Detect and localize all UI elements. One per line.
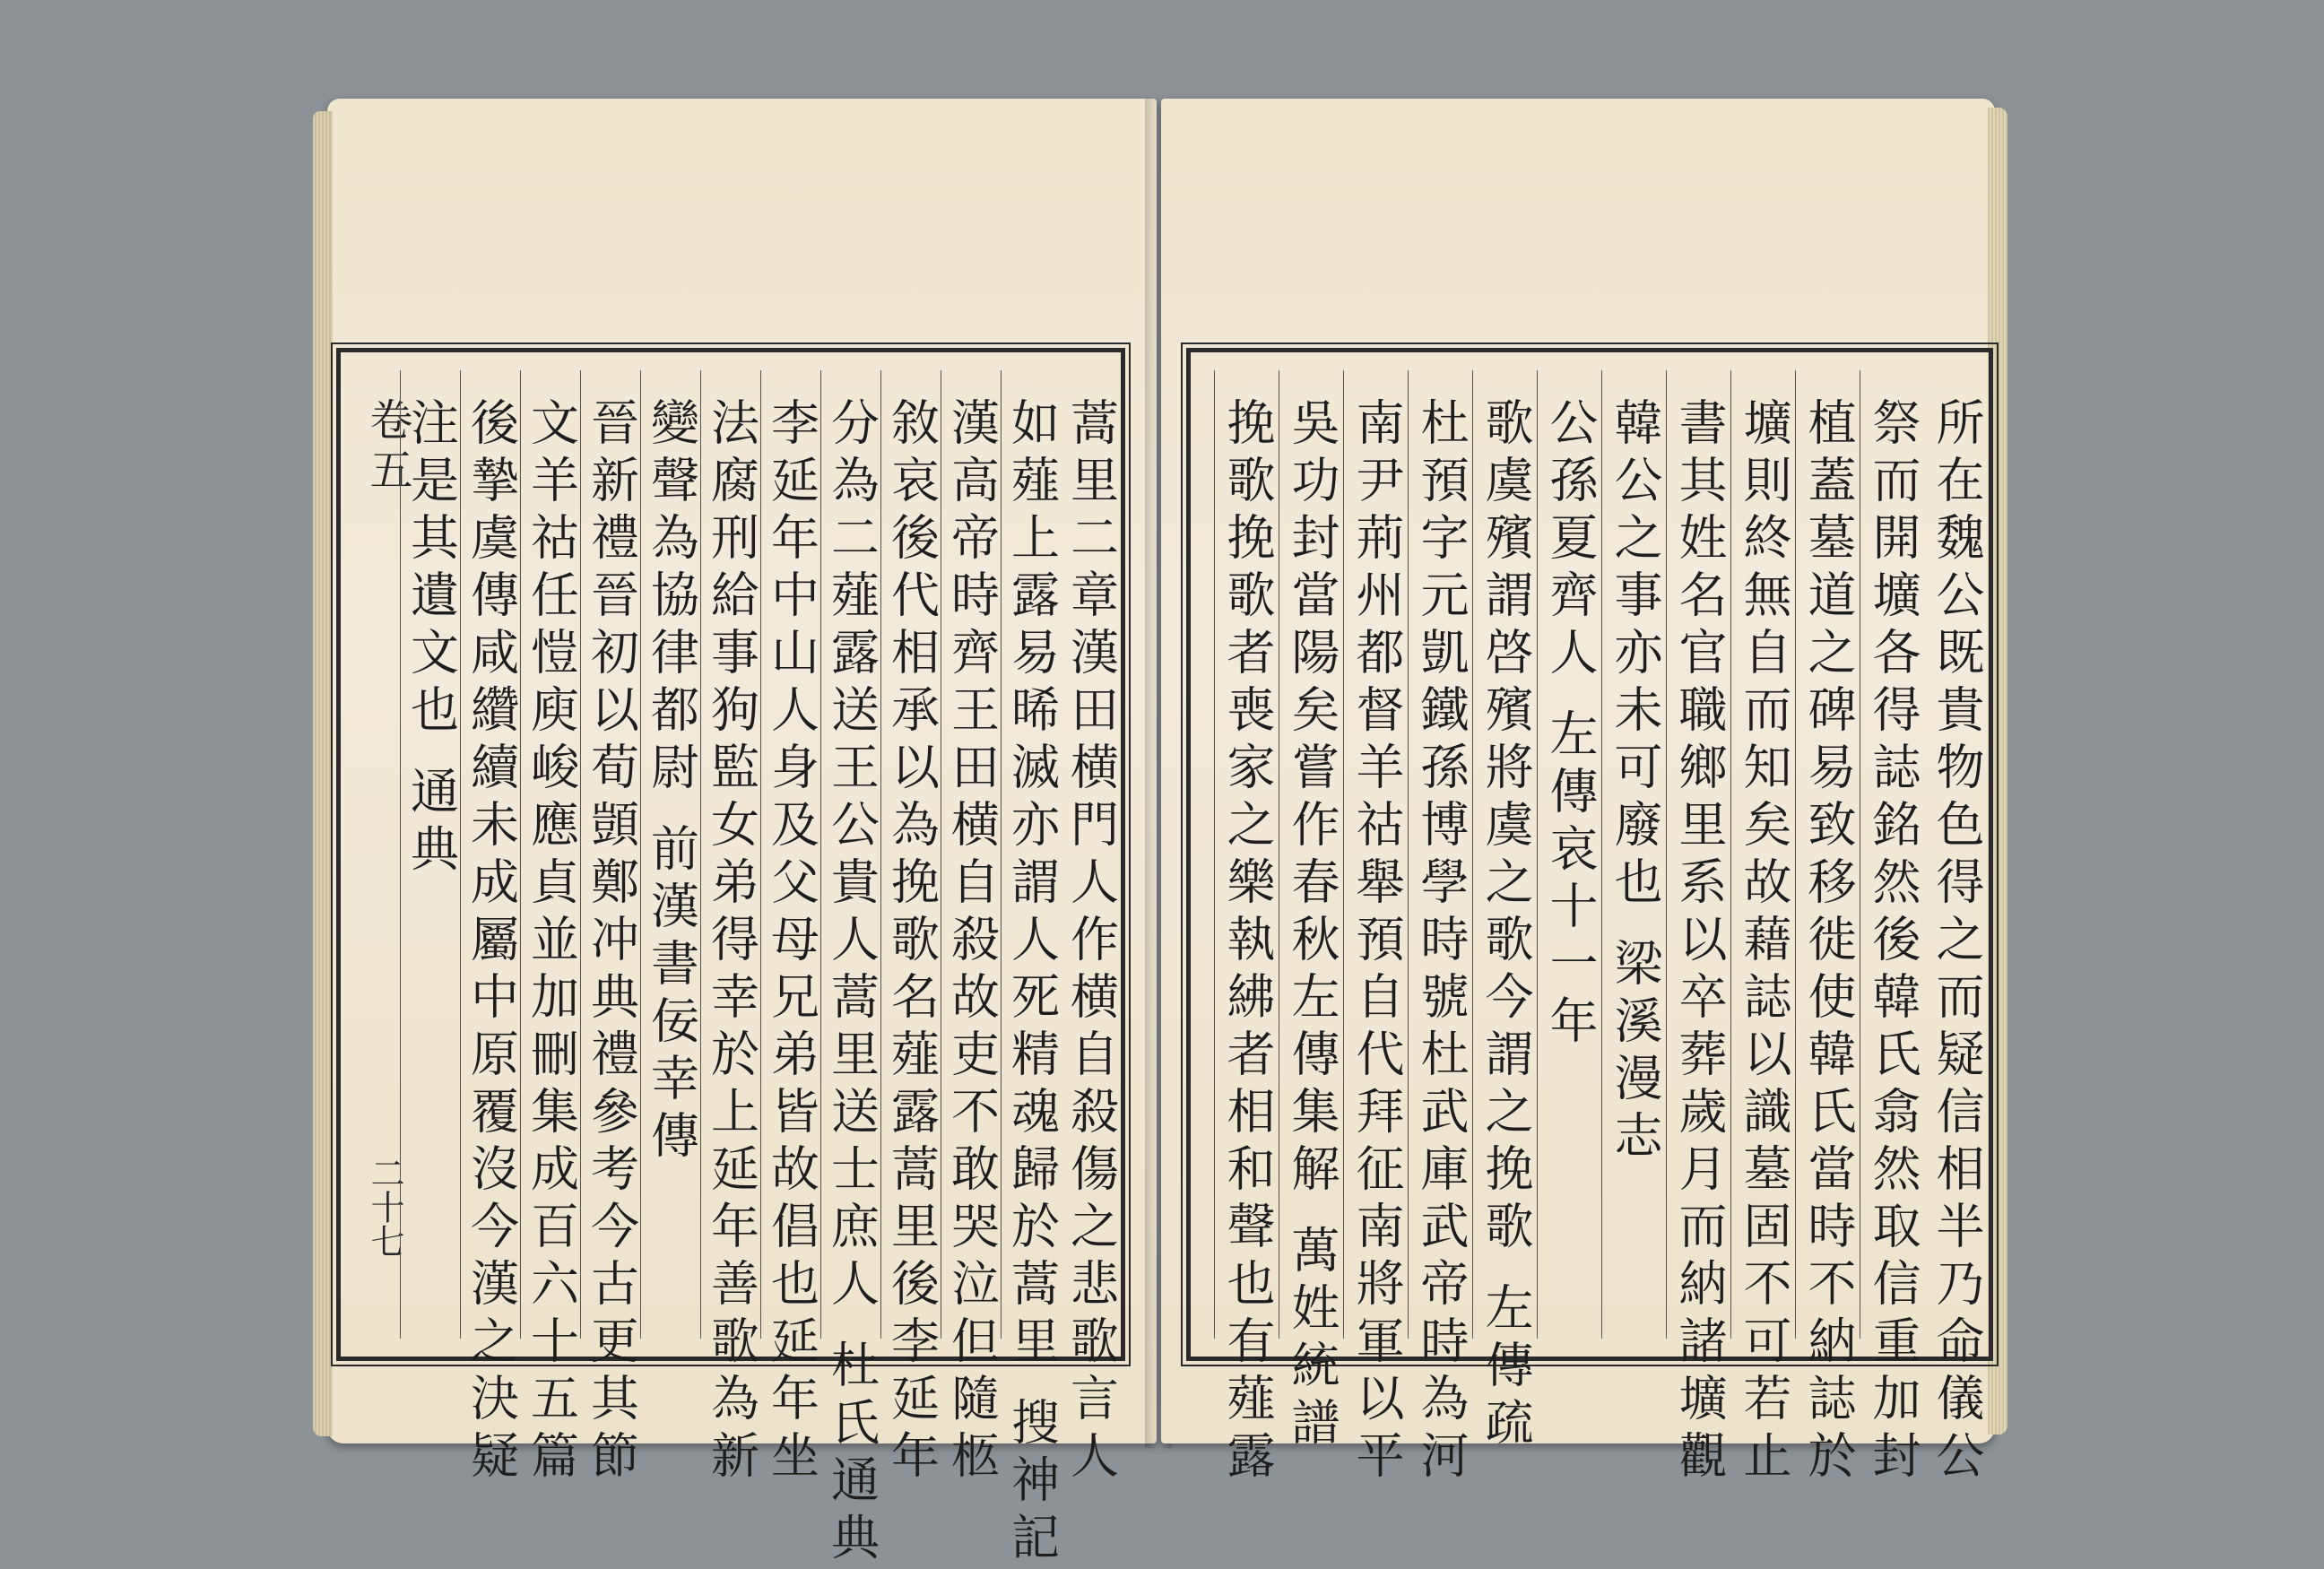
text-column bbox=[1601, 370, 1667, 1339]
text-column bbox=[1730, 370, 1796, 1487]
column-text: 分為二薤露送王公貴人蒿里送士庶人 杜氏通典 bbox=[823, 397, 880, 1569]
page-number: 二十七 bbox=[365, 1156, 404, 1258]
text-column bbox=[1279, 370, 1344, 1455]
column-text: 文羊祜任愷庾峻應貞並加刪集成百六十五篇 bbox=[523, 397, 580, 1487]
text-column bbox=[640, 370, 701, 1339]
column-text: 公孫夏齊人 左傳哀十一年 bbox=[1542, 397, 1599, 1053]
column-text: 挽歌挽歌者喪家之樂執紼者相和聲也有薤露 bbox=[1219, 397, 1276, 1487]
text-column bbox=[460, 370, 521, 1487]
column-text: 漢高帝時齊王田横自殺故吏不敢哭泣但隨柩 bbox=[943, 397, 1001, 1487]
column-text: 如薤上露易晞滅亦謂人死精魂歸於蒿里 搜神記 bbox=[1003, 397, 1061, 1569]
column-text: 歌虞殯謂啓殯將虞之歌今謂之挽歌 左傳疏 bbox=[1478, 397, 1534, 1455]
text-column bbox=[1408, 370, 1473, 1487]
open-book bbox=[327, 99, 1995, 1569]
text-column bbox=[1343, 370, 1409, 1487]
text-column bbox=[580, 370, 641, 1487]
column-text: 吳功封當陽矣嘗作春秋左傳集解 萬姓統譜 bbox=[1284, 397, 1340, 1455]
column-text: 後摯虞傳咸纘續未成屬中原覆沒今漢之決疑 bbox=[463, 397, 520, 1487]
text-column bbox=[760, 370, 821, 1487]
text-column bbox=[1795, 370, 1860, 1487]
text-column bbox=[400, 370, 461, 1339]
column-text: 杜預字元凱鐵孫博學時號杜武庫武帝時為河 bbox=[1413, 397, 1470, 1487]
text-column bbox=[1061, 370, 1121, 1487]
left-text-frame bbox=[336, 348, 1125, 1569]
text-column bbox=[1472, 370, 1538, 1455]
text-column bbox=[1537, 370, 1602, 1339]
right-text-frame bbox=[1186, 348, 1993, 1487]
column-text: 法腐刑給事狗監女弟得幸於上延年善歌為新 bbox=[703, 397, 760, 1487]
text-column bbox=[1924, 370, 1989, 1487]
right-page bbox=[1161, 99, 1995, 1487]
column-text: 晉新禮晉初以荀顗鄭冲典禮參考今古更其節 bbox=[583, 397, 640, 1487]
text-column bbox=[880, 370, 941, 1487]
column-text: 植蓋墓道之碑易致移徙使韓氏當時不納誌於 bbox=[1800, 397, 1857, 1487]
left-page bbox=[327, 99, 1157, 1569]
column-text: 書其姓名官職鄉里系以卒葬歲月而納諸壙觀 bbox=[1671, 397, 1728, 1487]
text-column bbox=[820, 370, 881, 1569]
column-text: 李延年中山人身及父母兄弟皆故倡也延年坐 bbox=[763, 397, 820, 1487]
text-column bbox=[1214, 370, 1279, 1487]
text-column bbox=[1666, 370, 1731, 1487]
column-text: 所在魏公既貴物色得之而疑信相半乃命儀公 bbox=[1929, 397, 1985, 1487]
column-text: 蒿里二章漢田横門人作横自殺傷之悲歌言人 bbox=[1062, 397, 1120, 1487]
column-text: 注是其遺文也 通典 bbox=[403, 397, 460, 881]
column-text: 祭而開壙各得誌銘然後韓氏翕然取信重加封 bbox=[1865, 397, 1921, 1487]
column-text: 壙則終無自而知矣故藉誌以識墓固不可若止 bbox=[1736, 397, 1792, 1487]
text-column bbox=[520, 370, 581, 1487]
column-text: 南尹荊州都督羊祜舉預自代拜征南將軍以平 bbox=[1348, 397, 1405, 1487]
column-text: 韓公之事亦未可廢也 梁溪漫志 bbox=[1607, 397, 1663, 1168]
juan-label: 卷五 bbox=[362, 397, 412, 498]
column-text: 變聲為協律都尉 前漢書佞幸傳 bbox=[643, 397, 700, 1168]
column-text: 敘哀後代相承以為挽歌名薤露蒿里後李延年 bbox=[883, 397, 941, 1487]
text-column bbox=[1001, 370, 1062, 1569]
text-column bbox=[941, 370, 1002, 1487]
text-column bbox=[700, 370, 761, 1487]
text-column bbox=[1860, 370, 1925, 1487]
page-edges-left bbox=[313, 111, 333, 1436]
